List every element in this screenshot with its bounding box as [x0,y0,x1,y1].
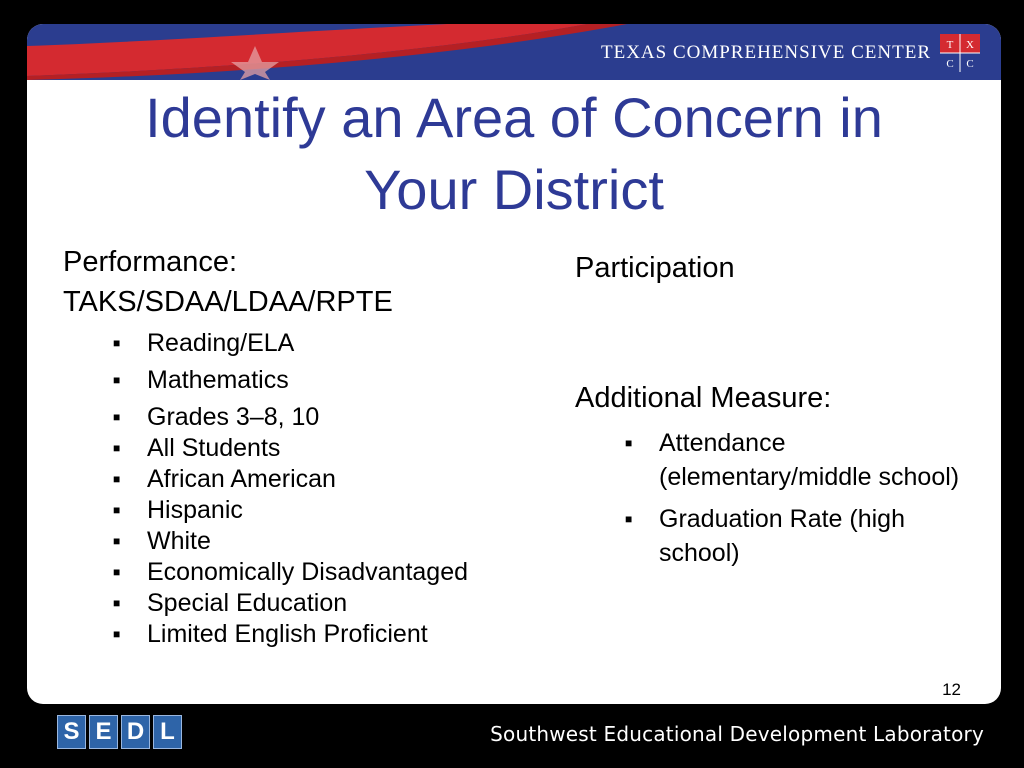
bullet-icon: ■ [113,565,121,579]
list-item: ■ Mathematics [113,366,289,394]
bullet-icon: ■ [113,596,121,610]
participation-column [575,248,975,578]
bullet-icon: ■ [113,534,121,548]
performance-heading [63,242,543,322]
page-number: 12 [942,680,961,699]
sedl-logo-letter: L [153,715,182,749]
bullet-icon: ■ [113,441,121,455]
slide [27,24,1001,704]
bullet-icon: ■ [625,512,633,526]
bullet-icon: ■ [113,410,121,424]
bullet-icon: ■ [113,472,121,486]
bullet-icon: ■ [625,436,633,450]
list-item: ■ Limited English Proficient [113,620,428,648]
title-line-2: Your District [364,158,664,221]
list-item: ■ Hispanic [113,496,243,524]
logo-letter: X [966,39,974,51]
logo-letter: T [946,39,954,51]
logo-letter: C [966,58,974,70]
performance-heading-line-1: Performance: [63,246,238,278]
slide-title [47,82,981,226]
txcc-logo-icon [940,34,980,72]
list-item: ■ Reading/ELA [113,329,295,357]
sedl-logo-letter: E [89,715,118,749]
sedl-logo [57,715,182,749]
title-line-1: Identify an Area of Concern in [145,86,883,149]
performance-list [113,328,543,650]
performance-column [63,242,543,650]
additional-measure-heading: Additional Measure: [575,382,832,414]
bullet-icon: ■ [113,627,121,641]
sedl-logo-letter: D [121,715,150,749]
list-item: ■ Special Education [113,589,348,617]
bullet-icon: ■ [113,503,121,517]
participation-heading: Participation [575,252,735,284]
org-name: TEXAS COMPREHENSIVE CENTER [600,42,931,63]
performance-heading-line-2: TAKS/SDAA/LDAA/RPTE [63,286,393,318]
footer-organization: Southwest Educational Development Laboratory [490,722,984,746]
list-item: ■ Graduation Rate (high school) [625,502,975,570]
additional-measure-list [625,426,975,570]
list-item: ■ Economically Disadvantaged [113,558,469,586]
list-item: ■ All Students [113,434,281,462]
sedl-logo-letter: S [57,715,86,749]
list-item: ■ African American [113,465,336,493]
list-item: ■ Attendance (elementary/middle school) [625,426,975,494]
bullet-icon: ■ [113,373,121,387]
list-item: ■ White [113,527,211,555]
list-item: ■ Grades 3–8, 10 [113,403,320,431]
bullet-icon: ■ [113,336,121,350]
logo-letter: C [946,58,954,70]
